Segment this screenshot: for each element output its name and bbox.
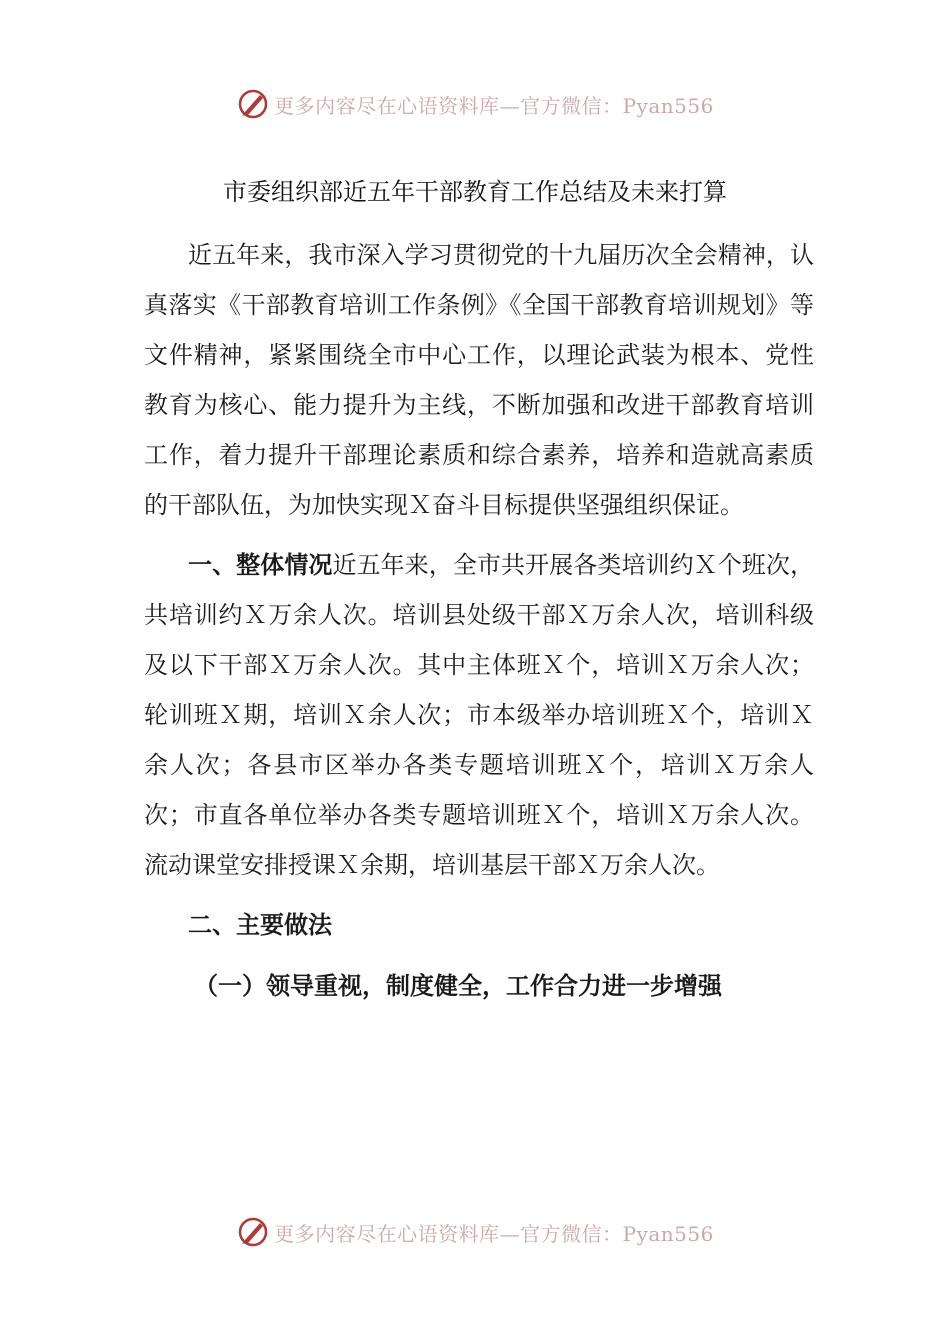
subsection-1-heading: （一）领导重视，制度健全，工作合力进一步增强 (194, 972, 722, 1000)
intro-paragraph: 近五年来，我市深入学习贯彻党的十九届历次全会精神，认真落实《干部教育培训工作条例》《全国干部教育培训规划》等文件精神，紧紧围绕全市中心工作，以理论武装为根本、党性教育为核心、能力提升为主线，不断加强和改进干部教育培训工作，着力提升干部理论素质和综合素养，培养和造就高素质的干部队伍，为加快实现Ｘ奋斗目标提供坚强组织保证。 (144, 241, 814, 519)
section-1-body: 近五年来，全市共开展各类培训约Ｘ个班次，共培训约Ｘ万余人次。培训县处级干部Ｘ万余人次，培训科级及以下干部Ｘ万余人次。其中主体班Ｘ个，培训Ｘ万余人次；轮训班Ｘ期，培训Ｘ余人次；市本级举办培训班Ｘ个，培训Ｘ余人次；各县市区举办各类专题培训班Ｘ个，培训Ｘ万余人次；市直各单位举办各类专题培训班Ｘ个，培训Ｘ万余人次。流动课堂安排授课Ｘ余期，培训基层干部Ｘ万余人次。 (144, 551, 815, 879)
watermark-text: 更多内容尽在心语资料库—官方微信：Pyan556 (274, 1221, 714, 1246)
section-1-paragraph (144, 540, 814, 890)
document-title: 市委组织部近五年干部教育工作总结及未来打算 (223, 178, 727, 206)
section-1-heading: 一、整体情况 (188, 551, 333, 579)
document-body (144, 230, 814, 1011)
pen-logo-icon (236, 87, 270, 121)
watermark-text: 更多内容尽在心语资料库—官方微信：Pyan556 (274, 93, 714, 118)
watermark-header (0, 84, 950, 124)
watermark-footer (0, 1212, 950, 1252)
pen-logo-icon (236, 1215, 270, 1249)
section-2-heading: 二、主要做法 (188, 911, 332, 939)
